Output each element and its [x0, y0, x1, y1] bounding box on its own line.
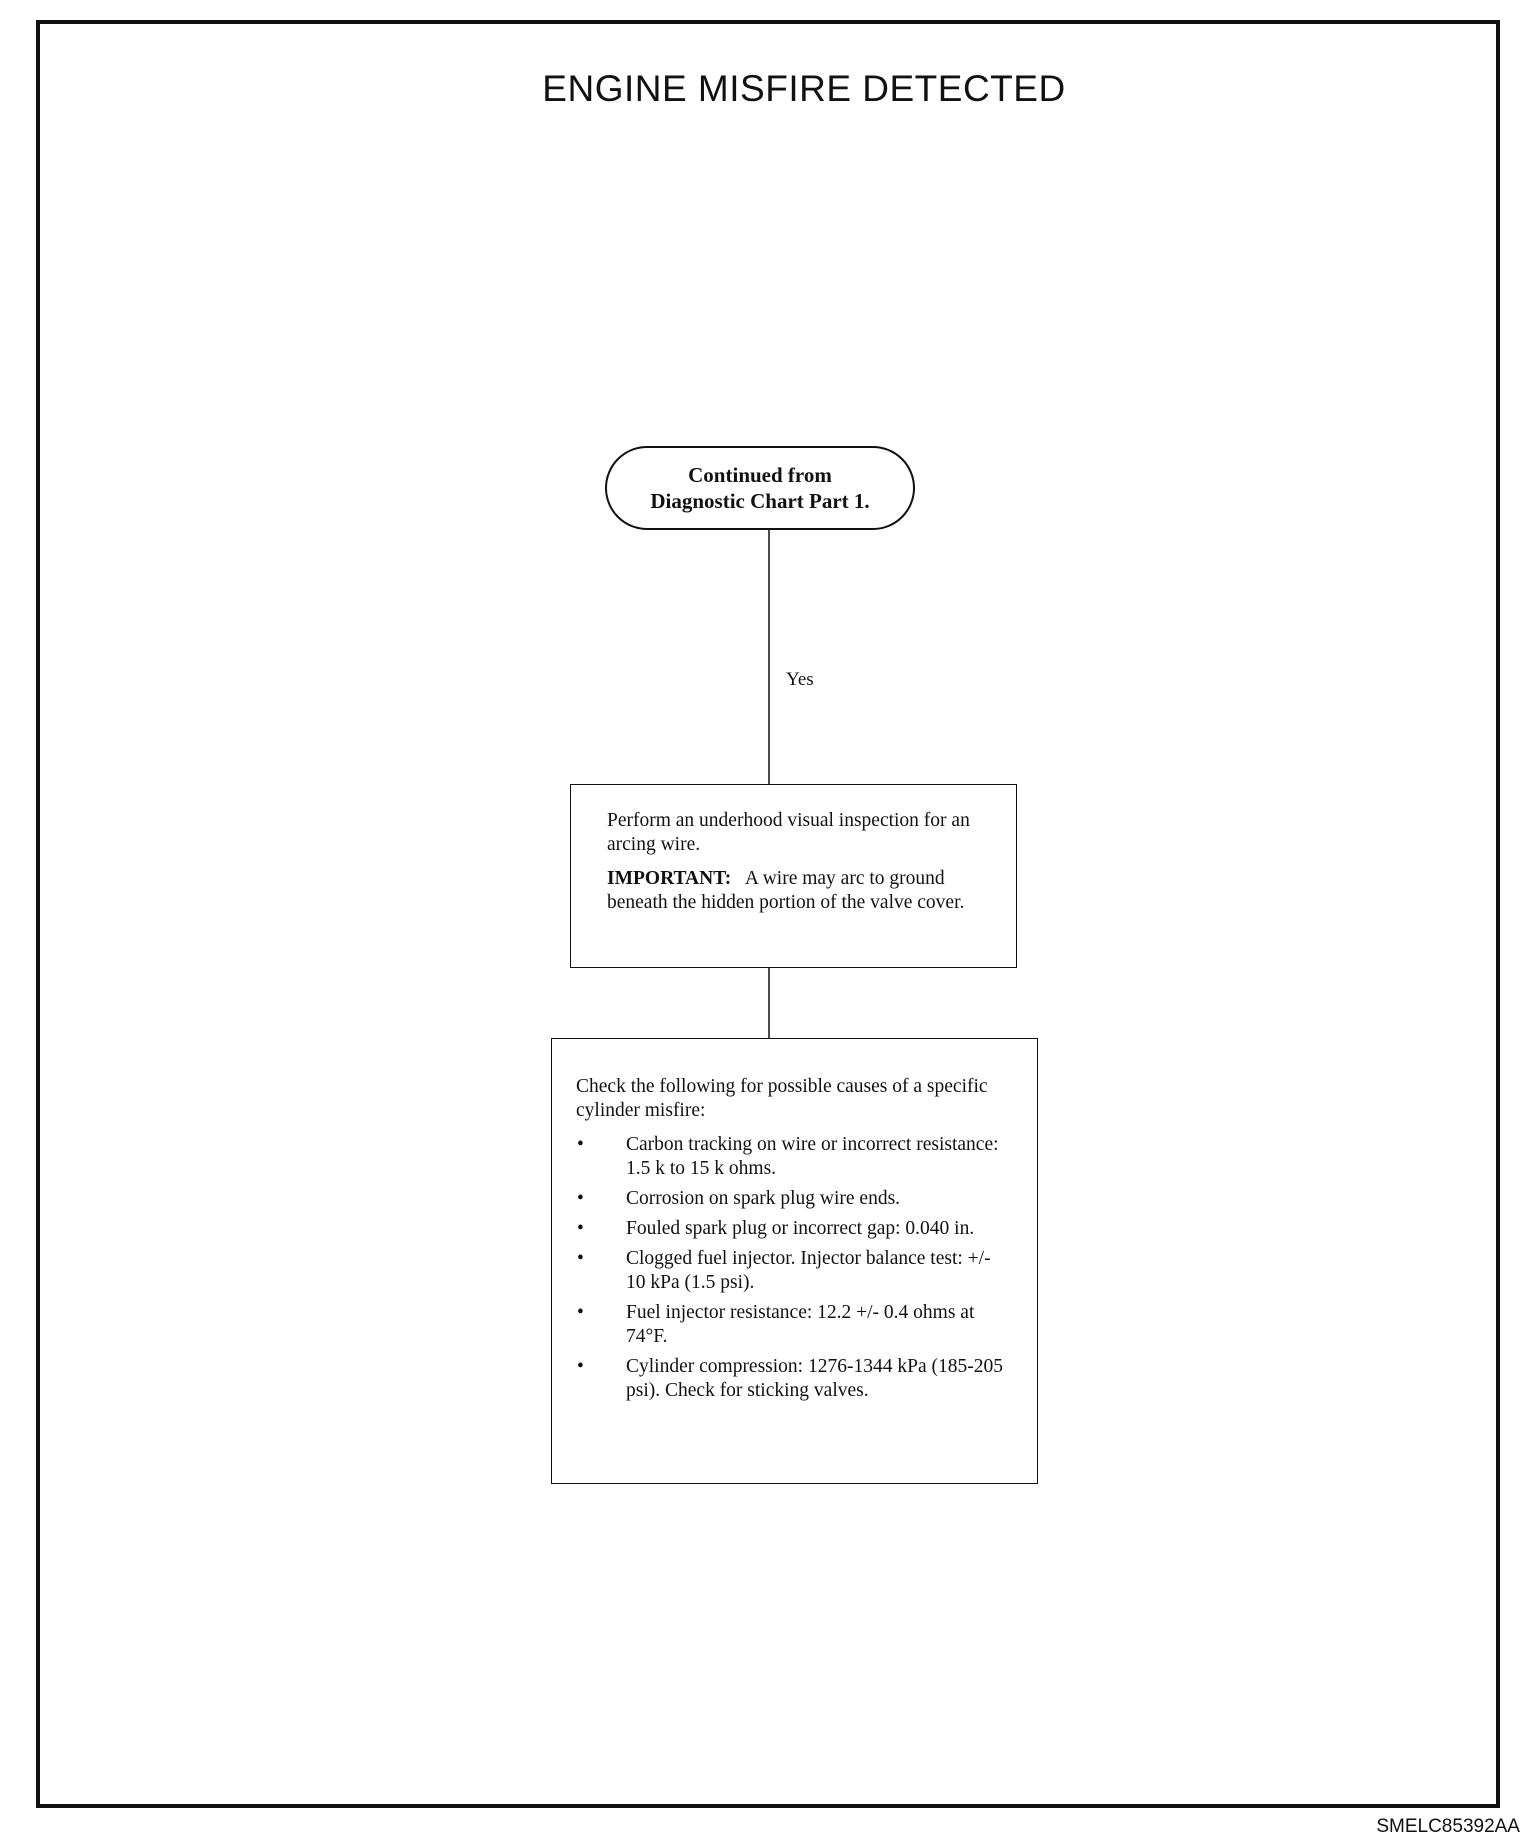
- important-label: IMPORTANT:: [607, 868, 732, 889]
- bullet-icon: •: [577, 1134, 584, 1155]
- list-item: [576, 1301, 1007, 1349]
- list-item: [576, 1133, 1007, 1181]
- list-item-text: Fuel injector resistance: 12.2 +/- 0.4 ohms at 74°F.: [626, 1302, 975, 1347]
- inspection-step-box: [570, 784, 1017, 968]
- list-item: [576, 1187, 1007, 1211]
- causes-step-box: [551, 1038, 1038, 1484]
- important-text: A wire may arc to ground beneath the hidden portion of the valve cover.: [607, 868, 965, 913]
- bullet-icon: •: [577, 1248, 584, 1269]
- edge-label-yes: Yes: [786, 669, 814, 690]
- list-item-text: Carbon tracking on wire or incorrect resistance: 1.5 k to 15 k ohms.: [626, 1134, 999, 1179]
- causes-intro: Check the following for possible causes of a specific cylinder misfire:: [576, 1076, 988, 1121]
- list-item-text: Corrosion on spark plug wire ends.: [626, 1188, 901, 1209]
- bullet-icon: •: [577, 1302, 584, 1323]
- list-item-text: Fouled spark plug or incorrect gap: 0.040 in.: [626, 1218, 975, 1239]
- causes-list: [576, 1133, 1007, 1403]
- page-title: ENGINE MISFIRE DETECTED: [542, 68, 1066, 109]
- list-item: [576, 1217, 1007, 1241]
- list-item: [576, 1355, 1007, 1403]
- start-terminal-line1: Continued from: [688, 463, 832, 487]
- list-item: [576, 1247, 1007, 1295]
- list-item-text: Clogged fuel injector. Injector balance test: +/- 10 kPa (1.5 psi).: [626, 1248, 991, 1293]
- start-terminal-line2: Diagnostic Chart Part 1.: [650, 489, 870, 513]
- important-note: [607, 867, 996, 915]
- bullet-icon: •: [577, 1356, 584, 1377]
- bullet-icon: •: [577, 1188, 584, 1209]
- inspection-text: Perform an underhood visual inspection for an arcing wire.: [607, 810, 970, 855]
- start-terminal: [605, 446, 915, 530]
- list-item-text: Cylinder compression: 1276-1344 kPa (185-205 psi). Check for sticking valves.: [626, 1356, 1003, 1401]
- bullet-icon: •: [577, 1218, 584, 1239]
- figure-code: SMELC85392AA: [1376, 1816, 1520, 1837]
